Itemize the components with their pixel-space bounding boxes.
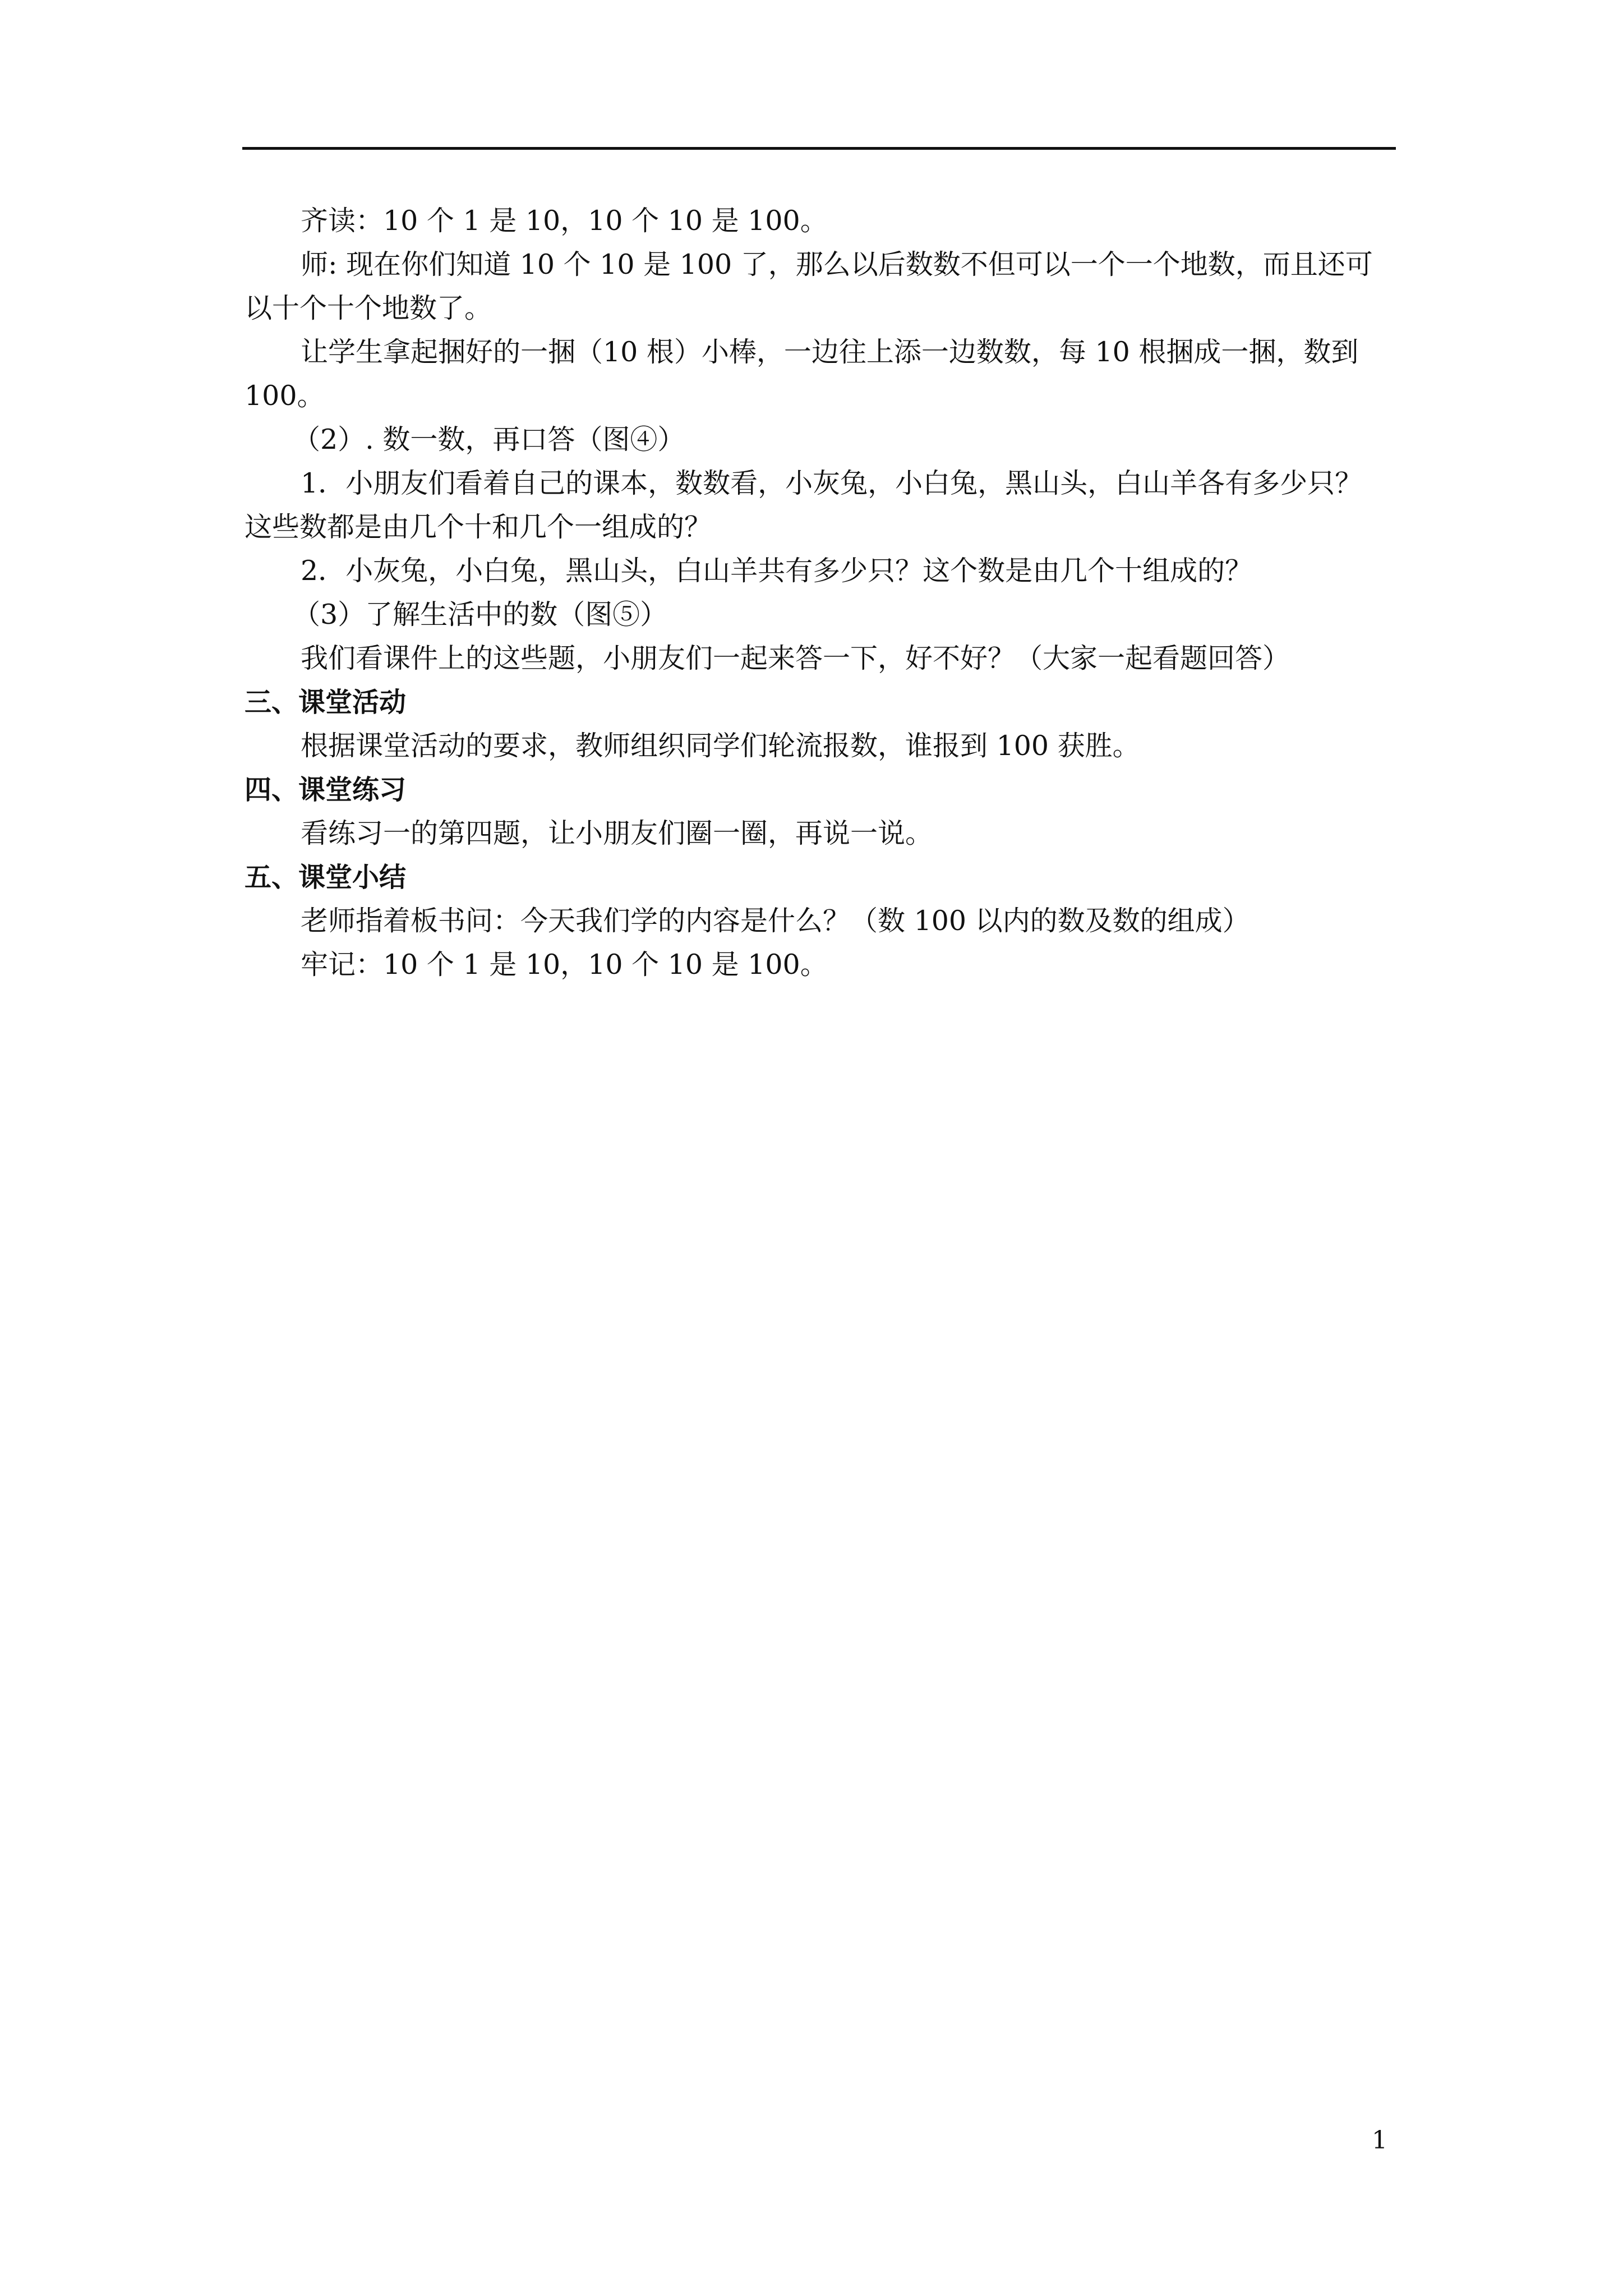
header-rule — [242, 147, 1396, 150]
subsection-count-answer: （2）. 数一数，再口答（图④） — [293, 424, 685, 455]
heading-classroom-summary: 五、课堂小结 — [245, 862, 407, 893]
subsection-life-numbers: （3）了解生活中的数（图⑤） — [293, 599, 668, 631]
question-2: 2．小灰兔，小白兔，黑山头，白山羊共有多少只？这个数是由几个十组成的？ — [301, 555, 1253, 587]
paragraph-teacher-line-1: 师: 现在你们知道 10 个 10 是 100 了，那么以后数数不但可以一个一个地数，而且还可 — [301, 249, 1373, 280]
paragraph-summary-question: 老师指着板书问：今天我们学的内容是什么？（数 100 以内的数及数的组成） — [301, 905, 1250, 937]
paragraph-sticks-line-2: 100。 — [245, 380, 325, 412]
question-1-line-1: 1．小朋友们看着自己的课本，数数看，小灰兔，小白兔，黑山头，白山羊各有多少只？ — [301, 467, 1363, 499]
heading-classroom-activity: 三、课堂活动 — [245, 687, 407, 718]
heading-classroom-practice: 四、课堂练习 — [245, 774, 407, 806]
paragraph-courseware: 我们看课件上的这些题，小朋友们一起来答一下，好不好？（大家一起看题回答） — [301, 642, 1290, 674]
document-body — [245, 199, 1394, 987]
page-number: 1 — [1372, 2126, 1387, 2155]
paragraph-recite: 齐读：10 个 1 是 10，10 个 10 是 100。 — [301, 205, 828, 237]
paragraph-memorize: 牢记：10 个 1 是 10，10 个 10 是 100。 — [301, 949, 828, 981]
question-1-line-2: 这些数都是由几个十和几个一组成的？ — [245, 511, 712, 543]
paragraph-teacher-line-2: 以十个十个地数了。 — [245, 292, 492, 324]
paragraph-activity: 根据课堂活动的要求，教师组织同学们轮流报数，谁报到 100 获胜。 — [301, 730, 1140, 762]
paragraph-practice: 看练习一的第四题，让小朋友们圈一圈，再说一说。 — [301, 817, 933, 849]
paragraph-sticks-line-1: 让学生拿起捆好的一捆（10 根）小棒，一边往上添一边数数，每 10 根捆成一捆，数到 — [301, 336, 1359, 368]
